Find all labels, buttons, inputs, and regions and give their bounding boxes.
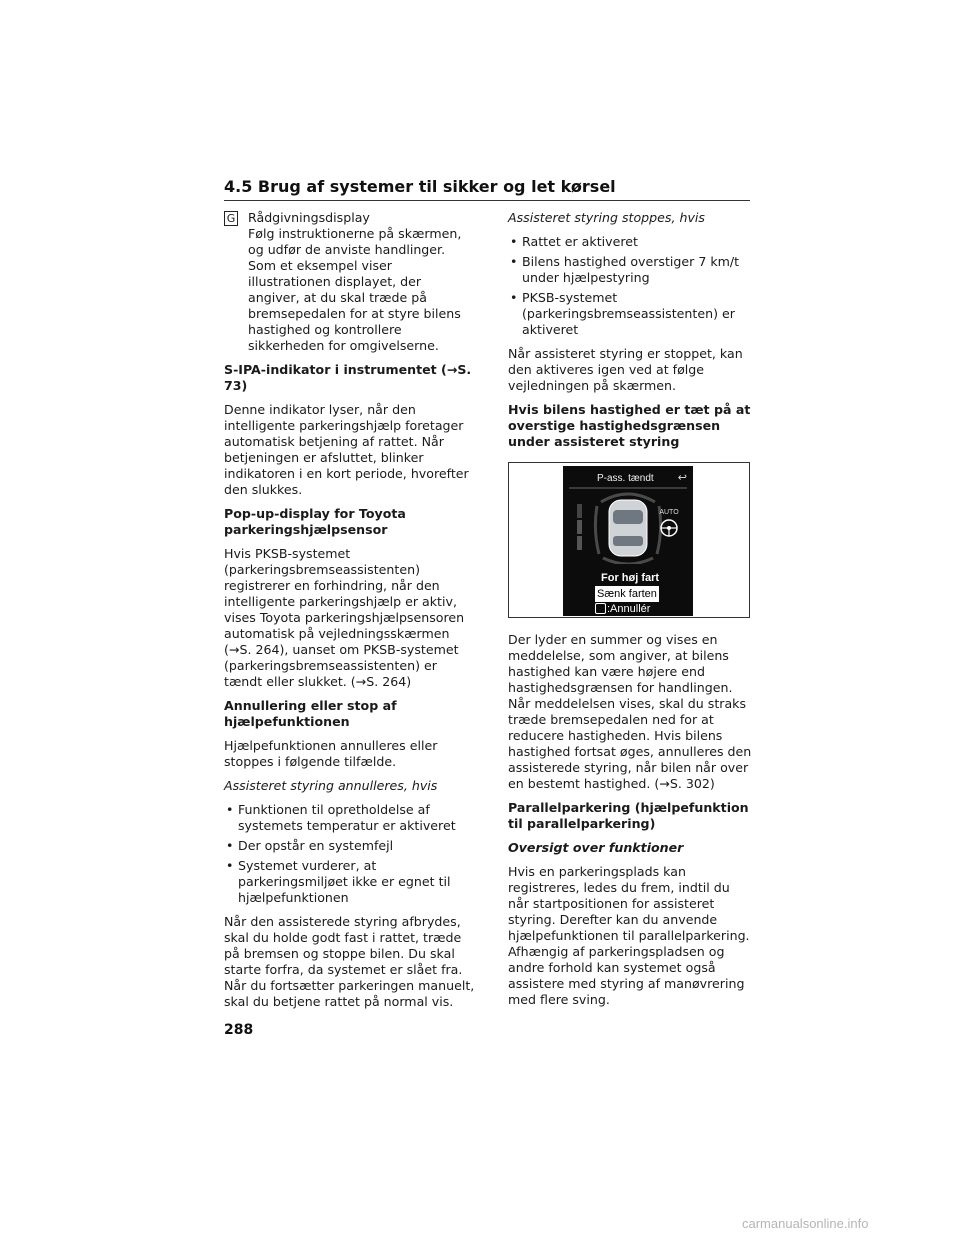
car-icon [609, 500, 647, 556]
cancel-hint [595, 601, 650, 616]
item-g-text: Følg instruktionerne på skærmen, og udfør de anviste handlinger. Som et eksempel viser illustrationen displayet, der angiver, at du skal træde på bremsepedalen for at styre bilens hastighed og kontrollere sikkerheden for omgivelserne. [248, 226, 462, 353]
speed-heading: Hvis bilens hastighed er tæt på at overstige hastighedsgrænsen under assisteret styring [508, 402, 751, 449]
steering-wheel-icon [661, 520, 677, 536]
car-sensor-graphic [571, 492, 685, 564]
sipa-text: Denne indikator lyser, når den intelligente parkeringshjælp foretager automatisk betjening af rattet. Når betjeningen er afsluttet, blinker indikatoren i en kort periode, hvorefter den slukkes. [224, 402, 469, 497]
item-letter-box: G [224, 211, 238, 226]
section-title: 4.5 Brug af systemer til sikker og let kørsel [224, 177, 616, 196]
item-g-title: Rådgivningsdisplay [248, 210, 370, 225]
parallel-heading: Parallelparkering (hjælpefunktion til parallelparkering) [508, 800, 749, 831]
stop-list [508, 234, 752, 338]
list-item: • Systemet vurderer, at parkeringsmiljøet ikke er egnet til hjælpefunktionen [224, 858, 476, 906]
list-item: • PKSB-systemet (parkeringsbremseassistenten) er aktiveret [508, 290, 752, 338]
back-arrow-icon: ↩ [677, 471, 687, 484]
cancel-heading: Annullering eller stop af hjælpefunktionen [224, 698, 397, 729]
item-g [224, 210, 476, 354]
list-item: • Rattet er aktiveret [508, 234, 752, 250]
parking-assist-screen [563, 466, 693, 616]
sipa-heading: S-IPA-indikator i instrumentet (→S. 73) [224, 362, 472, 393]
stop-after-text: Når assisteret styring er stoppet, kan den aktiveres igen ved at følge vejledningen på skærmen. [508, 346, 743, 393]
speed-text: Der lyder en summer og vises en meddelelse, som angiver, at bilens hastighed kan være højere end hastighedsgrænsen for handlingen. Når meddelelsen vises, skal du straks træde bremsepedalen ned for at reducere hastigheden. Hvis bilens hastighed fortsat øges, annulleres den assisterede styring, når bilen når over en bestemt hastighed. (→S. 302) [508, 632, 752, 791]
overview-text: Hvis en parkeringsplads kan registreres, ledes du frem, indtil du når startpositionen for assisteret styring. Derefter kan du anvende hjælpefunktionen til parallelparkering. Afhængig af parkeringspladsen og andre forhold kan systemet også assistere med styring af manøvrering med flere sving. [508, 864, 750, 1007]
overview-heading: Oversigt over funktioner [508, 840, 684, 855]
list-item: • Funktionen til opretholdelse af systemets temperatur er aktiveret [224, 802, 476, 834]
page-number: 288 [224, 1022, 254, 1038]
cancel-hint-text: :Annullér [607, 603, 651, 615]
section-header [224, 177, 750, 201]
cancel-subheading: Assisteret styring annulleres, hvis [224, 778, 438, 793]
stop-subheading: Assisteret styring stoppes, hvis [508, 210, 705, 225]
cancel-list [224, 802, 476, 906]
right-column [508, 210, 752, 1016]
cancel-after-text: Når den assisterede styring afbrydes, skal du holde godt fast i rattet, træde på bremsen og stoppe bilen. Du skal starte forfra, da systemet er slået fra. Når du fortsætter parkeringen manuelt, skal du betjene rattet på normal vis. [224, 914, 475, 1009]
display-illustration [508, 462, 750, 618]
auto-label: AUTO [659, 509, 679, 516]
screen-divider [569, 487, 687, 489]
left-sensor-bars-icon [577, 504, 582, 550]
popup-text: Hvis PKSB-systemet (parkeringsbremseassistenten) registrerer en forhindring, når den intelligente parkeringshjælp er aktiv, vises Toyota parkeringshjælpsensoren automatisk på vejledningsskærmen (→S. 264), uanset om PKSB-systemet (parkeringsbremseassistenten) er tændt eller slukket. (→S. 264) [224, 546, 465, 689]
popup-heading: Pop-up-display for Toyota parkeringshjælpsensor [224, 506, 406, 537]
list-item: • Der opstår en systemfejl [224, 838, 476, 854]
speed-warning-text: For høj fart [601, 572, 660, 584]
slow-down-text: Sænk farten [597, 588, 657, 600]
cancel-button-icon [595, 603, 606, 614]
left-column [224, 210, 476, 1018]
list-item: • Bilens hastighed overstiger 7 km/t under hjælpestyring [508, 254, 752, 286]
screen-title: P-ass. tændt [597, 473, 654, 484]
footer-watermark: carmanualsonline.info [742, 1216, 869, 1231]
cancel-text: Hjælpefunktionen annulleres eller stoppes i følgende tilfælde. [224, 738, 438, 769]
